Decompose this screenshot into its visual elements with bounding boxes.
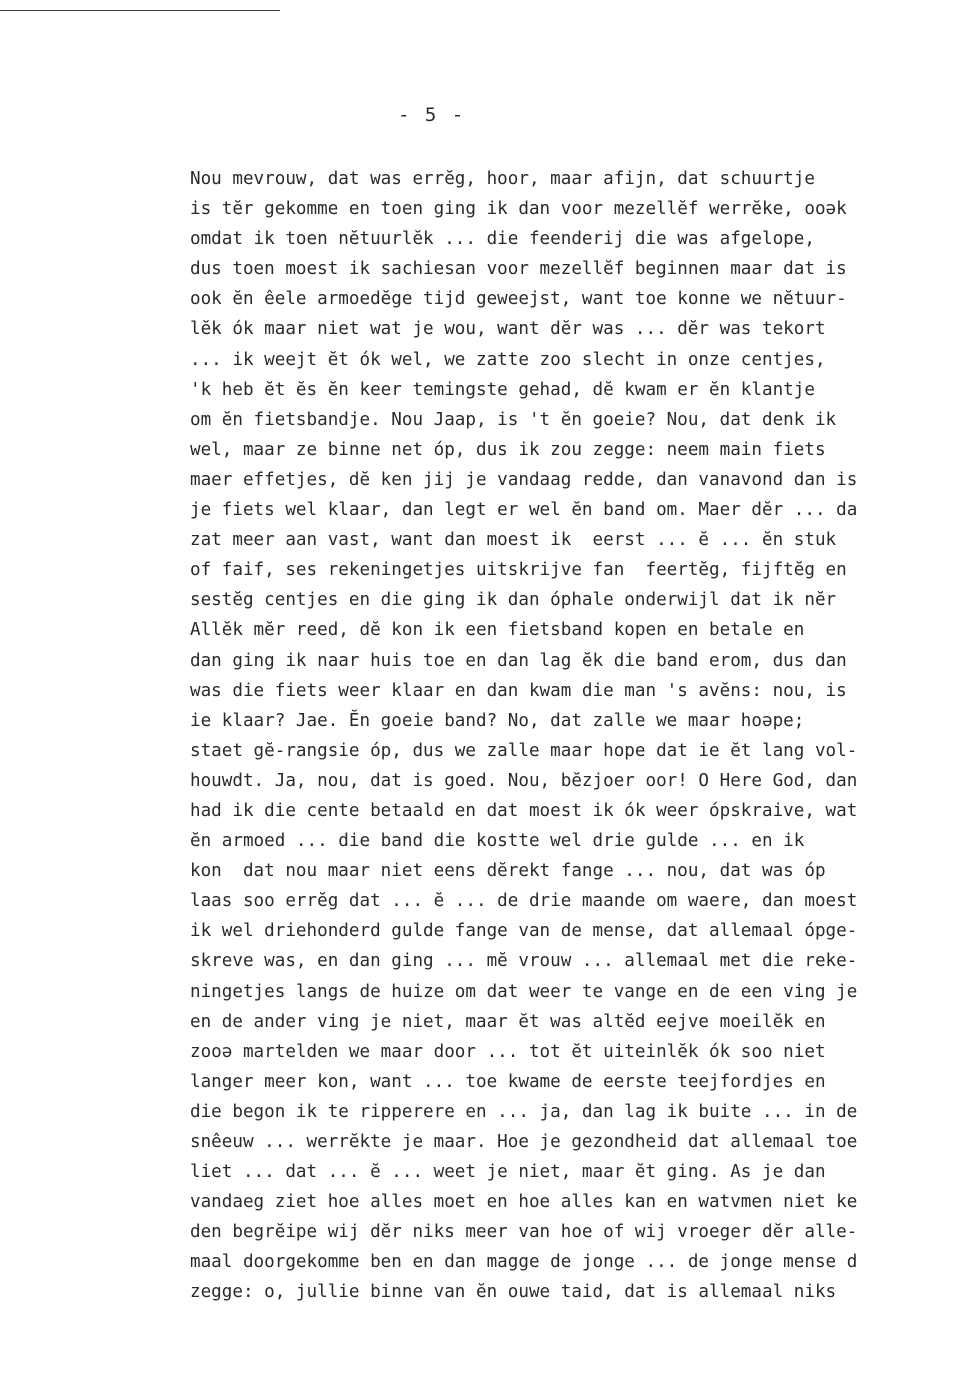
text-line: was die fiets weer klaar en dan kwam die man 's avĕns: nou, is	[190, 680, 847, 701]
text-line: vandaeg ziet hoe alles moet en hoe alles kan en watvmen niet ke	[190, 1192, 858, 1213]
text-line: is tĕr gekomme en toen ging ik dan voor mezellĕf werrĕke, ooək	[190, 199, 847, 220]
text-line: had ik die cente betaald en dat moest ik ók weer ópskraive, wat	[190, 800, 858, 821]
text-line: Allĕk mĕr reed, dĕ kon ik een fietsband kopen en betale en	[190, 620, 805, 641]
text-line: Nou mevrouw, dat was errĕg, hoor, maar afijn, dat schuurtje	[190, 169, 815, 189]
text-line: om ĕn fietsbandje. Nou Jaap, is 't ĕn goeie? Nou, dat denk ik	[190, 409, 837, 430]
text-line: den begrĕipe wij dĕr niks meer van hoe of wij vroeger dĕr alle-	[190, 1222, 858, 1243]
text-line: ... ik weejt ĕt ók wel, we zatte zoo slecht in onze centjes,	[190, 349, 826, 370]
page-number: - 5 -	[398, 104, 466, 126]
text-line: houwdt. Ja, nou, dat is goed. Nou, bĕzjoer oor! O Here God, dan	[190, 770, 858, 791]
text-line: ik wel driehonderd gulde fange van de mense, dat allemaal ópge-	[190, 921, 858, 942]
text-line: zat meer aan vast, want dan moest ik eerst ... ĕ ... ĕn stuk	[190, 530, 837, 551]
text-line: lĕk ók maar niet wat je wou, want dĕr was ... dĕr was tekort	[190, 319, 826, 340]
text-line: dan ging ik naar huis toe en dan lag ĕk die band erom, dus dan	[190, 650, 847, 671]
text-line: kon dat nou maar niet eens dĕrekt fange ... nou, dat was óp	[190, 861, 826, 882]
text-line: die begon ik te ripperere en ... ja, dan lag ik buite ... in de	[190, 1101, 858, 1122]
text-line: omdat ik toen nĕtuurlĕk ... die feenderij die was afgelope,	[190, 229, 815, 250]
text-line: zegge: o, jullie binne van ĕn ouwe taid, dat is allemaal niks	[190, 1282, 837, 1303]
text-line: staet gĕ-rangsie óp, dus we zalle maar hope dat ie ĕt lang vol-	[190, 740, 858, 761]
text-line: ook ĕn êele armoedĕge tijd geweejst, want toe konne we nĕtuur-	[190, 289, 847, 310]
text-line: ie klaar? Jae. Ĕn goeie band? No, dat zalle we maar hoəpe;	[190, 710, 805, 731]
text-line: ningetjes langs de huize om dat weer te vange en de een ving je	[190, 981, 858, 1002]
text-line: laas soo errĕg dat ... ĕ ... de drie maande om waere, dan moest	[190, 891, 858, 912]
text-line: dus toen moest ik sachiesan voor mezellĕf beginnen maar dat is	[190, 259, 847, 280]
text-line: je fiets wel klaar, dan legt er wel ĕn band om. Maer dĕr ... da	[190, 500, 858, 521]
body-text	[190, 164, 960, 1308]
text-line: wel, maar ze binne net óp, dus ik zou zegge: neem main fiets	[190, 439, 826, 460]
text-line: en de ander ving je niet, maar ĕt was altĕd eejve moeilĕk en	[190, 1011, 826, 1032]
text-line: liet ... dat ... ĕ ... weet je niet, maar ĕt ging. As je dan	[190, 1162, 826, 1183]
text-line: maal doorgekomme ben en dan magge de jonge ... de jonge mense d	[190, 1252, 858, 1273]
text-line: of faif, ses rekeningetjes uitskrijve fan feertĕg, fijftĕg en	[190, 560, 847, 581]
text-line: ĕn armoed ... die band die kostte wel drie gulde ... en ik	[190, 831, 805, 852]
text-line: maer effetjes, dĕ ken jij je vandaag redde, dan vanavond dan is	[190, 469, 858, 490]
text-line: langer meer kon, want ... toe kwame de eerste teejfordjes en	[190, 1071, 826, 1092]
text-line: skreve was, en dan ging ... mĕ vrouw ... allemaal met die reke-	[190, 951, 858, 972]
text-line: snêeuw ... werrĕkte je maar. Hoe je gezondheid dat allemaal toe	[190, 1132, 858, 1152]
text-line: 'k heb ĕt ĕs ĕn keer temingste gehad, dĕ kwam er ĕn klantje	[190, 379, 815, 400]
top-rule	[0, 10, 280, 11]
text-line: zooə martelden we maar door ... tot ĕt uiteinlĕk ók soo niet	[190, 1041, 826, 1062]
text-line: sestĕg centjes en die ging ik dan óphale onderwijl dat ik nĕr	[190, 590, 837, 611]
